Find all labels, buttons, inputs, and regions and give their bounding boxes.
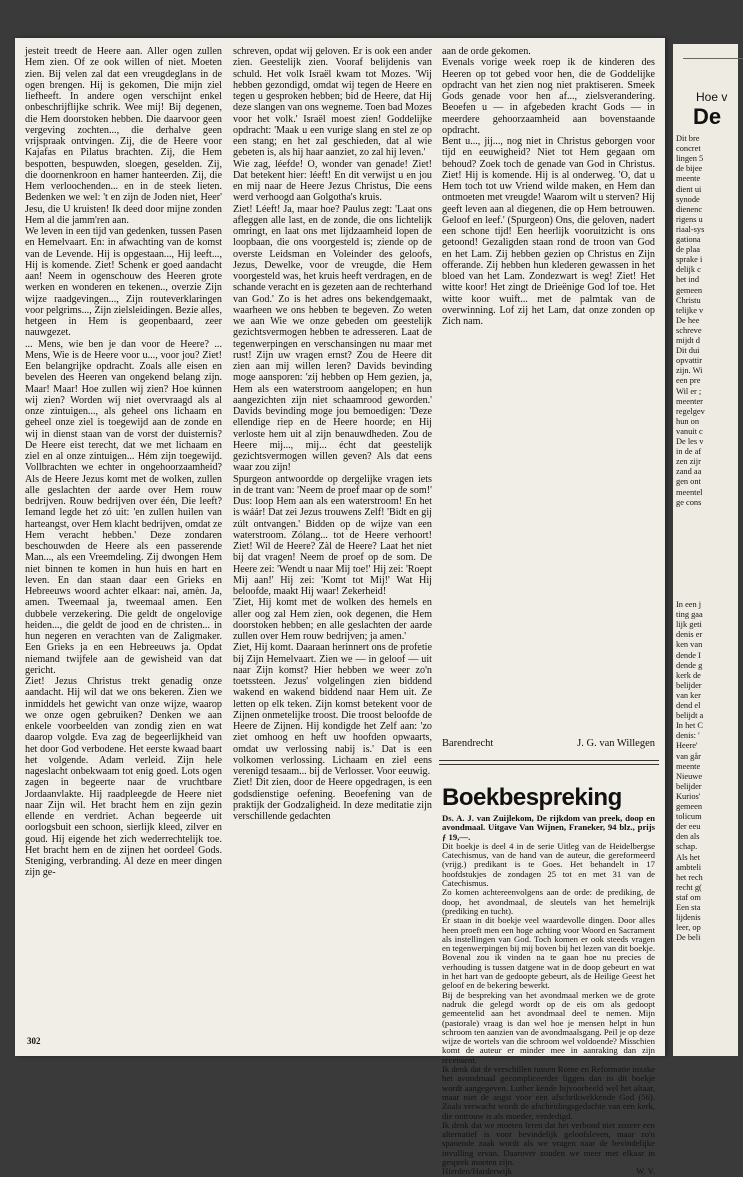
signature-place: Barendrecht (442, 738, 494, 749)
adjacent-line: lijk geti (676, 620, 702, 630)
review-paragraph: Ik denk dat we moeten leren dat het verbond niet zozeer een alternatief is voor bevindelijk geloofsleven, maar zo'n spanende zaak wordt als we vragen naar de bevindelijke invulling ervan. Daarover zouden we meer met elkaar in gesprek moeten zijn. (442, 1119, 655, 1167)
adjacent-line: De hee (676, 315, 700, 325)
adjacent-line: Dit dui (676, 346, 700, 356)
divider (683, 58, 743, 59)
adjacent-line: der eeu (676, 822, 701, 832)
adjacent-line: van går (676, 751, 701, 761)
review-lead: Ds. A. J. van Zuijlekom, De rijkdom van preek, doop en avondmaal. Uitgave Van Wijnen, Franeker, 94 blz., prijs ƒ 19,—. (442, 813, 655, 842)
adjacent-line: kerk de (676, 670, 701, 680)
review-paragraph: Ik denk dat de verschillen tussen Rome en Reformatie inzake het avondmaal gecompliceerder liggen dan in dit boekje wordt aangegeven. Luther kende bijvoorbeeld wel het altaar, maar niet de angst voor een afschrikwekkende God (56). Zoals verwacht wordt de afscheidingsgedachte van een kerk, die ontrouw is als moeder, verdedigd. (442, 1064, 656, 1121)
paragraph: Spurgeon antwoordde op dergelijke vragen iets in de trant van: 'Neem de proef maar op de som!' Dus: loop Hem aan als een waterstroom! En het is wáár! Dat zei Jezus trouwens Zelf! 'Bidt en gij zúlt ontvangen.' Bidden op de wijze van een waterstroom. Zólang... tot de Heere verhoort! Ziet! Wil de Heere? Zàl de Heere? Laat het niet bij dat vragen! Neem de proef op de som. De Heere zei: 'Wendt u naar Mij toe!' Hij zei: 'Roept Mij aan!' Hij zei: 'Komt tot Mij!' Wat Hij beloofde, maakt Hij waar! Zekerheid! (233, 473, 432, 597)
adjacent-line: belijder (676, 680, 702, 690)
adjacent-line: dend el (676, 701, 701, 710)
adjacent-line: lingen 5 (676, 154, 704, 164)
adjacent-line: de bijee (676, 164, 703, 174)
adjacent-line: riaal-sys (676, 224, 705, 234)
adjacent-line: sprake i (676, 255, 703, 265)
adjacent-line: Nieuwe (676, 771, 703, 781)
paragraph: ... Mens, wie ben je dan voor de Heere? ... Mens, Wie is de Heere voor u..., voor jou? Ziet! Een belangrijke opdracht. Zoals alle eisen en bevelen des Heeren van ongekend belang zijn. Maar! Maar! Hoe zullen wij zien? Hoe kúnnen wij zien? Worden wij niet overvraagd als al onze zintuigen..., als geheel ons lichaam en geheel onze ziel is toegewijd aan de zonde en wij in dienst staan van de vorst der duisternis? De Heere eist terecht, dat we met lichaam en ziel en al onze zintuigen... Hém zijn toegewijd. Vollbrachten we echter in ongehoorzaamheid? Als de Heere Jezus komt met de wolken, zullen alle geslachten der aarde over Hem rouw bedrijven. Rouw bedrijven over één, Die leeft? Iemand legde het zó uit: 'en zullen huilen van harteangst, over Hem klacht bedrijven, omdat ze Hem veracht hebben.' Deze zondaren beschouwden de Heere als een passerende Man..., als een Vreemdeling. Zij dwongen Hem niet binnen te komen in hun huis en hart en leven. En dan staan daar een Grieks en Hebreeuws woord achter elkaar: nai, amèn. Ja, amen. Tweemaal ja, tweemaal amen. Een dubbele verzekering. Die geldt de ongelovige heiden..., die geldt de jood en de christen... in hun negeren en verachten van de Zaligmaker. Een Grieks ja en een Hebreeuws ja. Opdat niemand twijfele aan de gewisheid van dat gericht. (25, 338, 222, 676)
adjacent-title: De (693, 104, 722, 129)
paragraph: jesteit treedt de Heere aan. Aller ogen zullen Hem zien. Of ze ook willen of niet. Moeten zien. Bij velen zal dat een vreugdeglans in de ogen brengen. Hij is gekomen, Die mijn ziel liefheeft. In andere ogen verschijnt enkel onbeschrijflijke schrik. Wee mij! Bij degenen, die Hem doorstoken hebben. Die daarvoor geen vergeving zochten..., die derhalve geen vrijspraak ontvingen. Zij, die de Heere voor Kajafas en Pilatus brachten. Zij, die Hem bespotten, bespuwden, sloegen, geselden. Zij, die doornenkroon en hamer hanteerden. Zij, die Hem verloochenden... en in de steek lieten. Bedenken we wel: 't en zijn de Joden niet, Heer' Jesu, die U kruisten! Ik deed door mijne zonden Hem al die jamm'ren aan. (25, 46, 222, 226)
adjacent-line: zen zijr (676, 457, 701, 467)
adjacent-line: recht g( (676, 882, 702, 892)
paragraph: Ziet! Jezus Christus trekt genadig onze aandacht. Hij wil dat we ons bekeren. Zien we inmiddels het gewicht van onze wijze, waarop we onze ogen gebruiken? Denken we aan enkele voorbeelden van zondig zien en wat daarop volgde. Eva zag de begeerlijkheid van het door God verbodene. Het eerste kwaad baart het volgende. Adam verleid. Zijn hele nageslacht onbekwaam tot enig goed. Lots ogen zagen in begeerte naar de vruchtbare Jordaanvlakte. Hij raadpleegde de Heere niet naar Zijn wil. Het bracht hem en zijn gezin ellende en verdriet. Achan begeerde uit oorlogsbuit een schoon, sierlijk kleed, zilver en goud. Hij eigende het zich wederrechtelijk toe. Het bracht hem en de zijnen het oordeel Gods. Steniging, verbranding. Al deze en meer dingen zijn ge- (25, 676, 222, 879)
adjacent-line: In een j (676, 600, 702, 609)
adjacent-line: vanuit c (676, 426, 703, 436)
review-paragraph: Er staan in dit boekje veel waardevolle dingen. Door alles heen proeft men een hoge achting voor Woord en Sacrament als instellingen van God. Toch komen er ook steeds vragen en tegenwerpingen bij mij boven bij het lezen van dit boekje. Bovenal zou ik vinden na te gaan hoe nu precies de verhouding is tussen datgene wat in de doop gebeurt en wat in het hart van de gedoopte gebeurt, als de Heilige Geest het geloof en de bekering bewerkt. (442, 915, 655, 991)
adjacent-line: Dit bre (676, 134, 700, 143)
adjacent-line: denis: ' (676, 731, 700, 741)
adjacent-line: ken van (676, 640, 703, 650)
adjacent-header: Hoe v (696, 90, 728, 104)
author-signature (442, 738, 655, 749)
paragraph: Bent u..., jij..., nog niet in Christus geborgen voor tijd en eeuwigheid? Niet tot Hem gegaan om behoud? Zoek toch de genade van God in Christus. Ziet! Hij is komende. Hij is al onderweg. 'O, dat u Hem toch tot uw Vriend wilde maken, en Hem dan ontmoeten met vreugde! Waarom wilt u sterven? Hij geeft leven aan al diegenen, die op Hem betrouwen. Geloof en leef.' (Spurgeon) Ons, die geloven, nadert een schone tijd! Een heerlijk vooruitzicht is ons getoond! Gezaligden staan rond de troon van God en het Lam. Zij hebben gezien op Christus en Zijn offerande. Zij hebben hun klederen gewassen in het bloed van het Lam. Zondezwart is weg! Ziet! Het witte koor! Het zingt de Drieënige God lof toe. Het witte koor wuift... met de palmtak van de overwinning. Lof zij het Lam, dat onze zonden op Zich nam. (442, 136, 655, 327)
book-review (442, 814, 655, 1177)
review-paragraph: Zo komen achtereenvolgens aan de orde: de prediking, de doop, het avondmaal, de sleutels van het hemelrijk (prediking en tucht). (442, 887, 655, 916)
adjacent-line: den als (676, 832, 700, 842)
adjacent-line: ge cons (676, 497, 702, 507)
review-paragraph: Bij de bespreking van het avondmaal merken we de grote nadruk die gelegd wordt op de eis om als gedoopt gemeentelid aan het avondmaal deel te nemen. Mijn (pastorale) vraag is dan wel hoe je mensen helpt in hun schroom ten aanzien van de avondmaalsgang. Peil je op deze wijze de wortels van die schroom wel voldoende? Misschien komt de auteur er minder mee in aanraking dan zijn recensent. (442, 989, 655, 1065)
adjacent-line: ting gaa (676, 610, 703, 620)
divider (439, 764, 659, 765)
paragraph: aan de orde gekomen. (442, 46, 531, 57)
adjacent-line: dienenc (676, 204, 703, 214)
adjacent-line: gemeen (676, 802, 703, 811)
review-paragraph: Dit boekje is deel 4 in de serie Uitleg van de Heidelbergse Catechismus, van de hand van de auteur, die gereformeerd (vrijg.) predikant is te Goes. Het behandelt in 17 hoofdstukjes de zondagen 25 tot en met 31 van de Catechismus. (442, 840, 655, 889)
meditation-column-1 (25, 46, 222, 879)
paragraph: We leven in een tijd van gedenken, tussen Pasen en Hemelvaart. En: in afwachting van de komst van de Levende. Hij is opgestaan..., Hij leeft..., Hij is komende. Ziet! Schenk er goed aandacht aan! Neem in ogenschouw des Heeren grote werken en wonderen en tekenen.., overzie Zijn wijze raadgevingen..., Zijn routeverklaringen voor pelgrims..., Zijn zielsleidingen. Bezie alles, hetgeen in Hem is geopenbaard, zeer nauwgezet. (25, 226, 222, 339)
adjacent-line: het ind (676, 275, 700, 285)
meditation-column-3 (442, 46, 655, 327)
review-signature (442, 1167, 655, 1176)
adjacent-line: tolicum (676, 812, 702, 822)
adjacent-line: In het C (676, 721, 703, 731)
adjacent-line: zijn. Wi (676, 366, 703, 376)
adjacent-line: dende g (676, 660, 703, 670)
paragraph: Ziet, Hij komt. Daaraan herinnert ons de profetie bij Zijn Hemelvaart. Zien we — in geloof — uit naar Zijn komst? Hier hebben we weer zo'n toetssteen. Jezus' volgelingen zien biddend wakend en wakend biddend naar Hem uit. Ze letten op elk teken. Zijn komst betekent voor de Zijnen onmetelijke troost. Die troost beloofde de Heere de Zijnen. Hij kondigde het Zelf aan: 'zo ziet omhoog en heft uw hoofden opwaarts, omdat uw verlossing nabij is.' Dat is een volkomen verlossing. Lichaam en ziel eens verenigd tesaam... bij de Verlosser. Voor eeuwig. (233, 642, 432, 777)
adjacent-line: rigens u (676, 214, 703, 224)
magazine-page (15, 38, 665, 1177)
adjacent-line: Wil er ; (676, 386, 702, 396)
paragraph: Ziet! Léeft! Ja, maar hoe? Paulus zegt: 'Laat ons afleggen alle last, en de zonde, die ons lichtelijk omringt, en laat ons met lijdzaamheid lopen de loopbaan, die ons voorgesteld is; ziende op de overste Leidsman en Voleinder des geloofs, Jezus, Dewelke, voor de vreugde, die Hem voorgesteld was, het kruis heeft verdragen, en de schande veracht en is gezeten aan de rechterhand van God.' Zo is het adres ons bekendgemaakt, waarheen we ons hebben te begeven. Zo weten we aan Wie we onze gebeden om geestelijk gezichtsvermogen hebben te adresseren. Laat de tegenwerpingen en verschansingen nu maar met rust! Zijn uw vragen ernst? Zou de Heere dit zien aan mij willen leren? Davids bevinding moge aansporen: 'zij hebben op Hem gezien, ja, Hem als een waterstroom aangelopen; en hun aangezichten zijn niet schaamrood geworden.' Davids bevinding moge jou bemoedigen: 'Deze ellendige riep en de Heere hoorde; en Hij verloste hem uit al zijn benauwdheden. Zou de Heere mij..., mij... écht dat geestelijk gezichtsvermogen willen geven? Als dat eens waar zou zijn! (233, 203, 432, 474)
adjacent-line: belijder (676, 781, 702, 791)
adjacent-line: meenter (676, 396, 703, 406)
adjacent-line: delijk c (676, 265, 701, 275)
meditation-column-2 (233, 46, 432, 822)
adjacent-line: gationa (676, 235, 701, 244)
adjacent-line: een pre (676, 376, 701, 386)
adjacent-line: Een sta (676, 903, 701, 912)
adjacent-line: lijdenis (676, 913, 701, 923)
adjacent-page (673, 44, 738, 1056)
adjacent-line: ambteli (676, 862, 702, 872)
adjacent-line: schap. (676, 842, 698, 852)
signature-name: J. G. van Willegen (577, 738, 655, 749)
review-signature-name: W. V. (636, 1166, 655, 1177)
adjacent-line: schreve (676, 325, 702, 335)
adjacent-line: De les v (676, 437, 704, 446)
adjacent-line: Als het (676, 852, 700, 862)
adjacent-line: Heere' (676, 741, 698, 751)
adjacent-line: regelgev (676, 406, 705, 416)
adjacent-line: van ker (676, 690, 701, 700)
paragraph: Evenals vorige week roep ik de kinderen des Heeren op tot gebed voor hen, die de Goddelijke opdracht van het zien nog niet praktiseren. Smeek Gods genade voor hen af..., zielsverandering. Beoefen u — in afgebeden kracht Gods — in meerdere gehoorzaamheid aan bovenstaande opdracht. (442, 57, 655, 136)
adjacent-line: staf om (676, 892, 701, 902)
adjacent-line: meente (676, 174, 701, 184)
paragraph: Wie zag, léefde! O, wonder van genade! Ziet! Dat betekent hier: léeft! En dit verwijst u en jou en mij naar de Heere Jezus Christus, Die eens werd verhoogd aan Golgotha's kruis. (233, 158, 432, 204)
adjacent-line: de plaa (676, 245, 700, 255)
adjacent-line: het rech (676, 872, 703, 882)
paragraph: Ziet! Dit zien, door de Heere opgedragen, is een godsdienstige oefening. Beoefening van de praktijk der Godzaligheid. In deze meditatie zijn verschillende gedachten (233, 777, 432, 822)
adjacent-line: dende I (676, 650, 701, 660)
paragraph: schreven, opdat wij geloven. Er is ook een ander zien. Geestelijk zien. Vooraf belijdenis van schuld. Het volk Israël kwam tot Mozes. 'Wij hebben gezondigd, omdat wij tegen de Heere en tegen u gesproken hebben; bid de Heere, dat Hij deze slangen van ons wegneme. Toen bad Mozes voor het volk.' Israël moest zien! Goddelijke opdracht: 'Maak u een vurige slang en stel ze op een stang; en het zal geschieden, dat al wie gebeten is, als hij haar aanziet, zo zal hij leven.' (233, 46, 432, 159)
adjacent-line: in de af (676, 447, 702, 457)
adjacent-line: concret (676, 144, 701, 154)
adjacent-line: synode (676, 194, 700, 204)
adjacent-line: meente (676, 761, 701, 771)
adjacent-line: meentel (676, 487, 703, 497)
adjacent-line: leer, op (676, 923, 701, 933)
adjacent-line: zand aa (676, 467, 702, 477)
adjacent-line: denis er (676, 630, 703, 640)
adjacent-line: Christu (676, 295, 701, 305)
adjacent-line: belijdt a (676, 711, 704, 721)
adjacent-line: mijdt d (676, 336, 700, 345)
adjacent-line: hun on (676, 416, 700, 426)
divider (439, 760, 659, 761)
paragraph: 'Ziet, Hij komt met de wolken des hemels en aller oog zal Hem zien, ook degenen, die Hem doorstoken hebben; en alle geslachten der aarde zullen over Hem rouw bedrijven; ja amen.' (233, 597, 432, 642)
page-number: 302 (27, 1036, 41, 1046)
adjacent-line: telijke v (676, 305, 704, 315)
adjacent-line: gemeen (676, 285, 703, 295)
review-signature-place: Hierden/Harderwijk (442, 1166, 512, 1177)
adjacent-line: dient ui (676, 184, 702, 194)
adjacent-line: gen ont (676, 477, 701, 487)
adjacent-line: opvattir (676, 356, 703, 366)
adjacent-line: De beli (676, 933, 701, 943)
adjacent-line: Kurios' (676, 791, 701, 801)
review-heading: Boekbespreking (442, 784, 622, 811)
